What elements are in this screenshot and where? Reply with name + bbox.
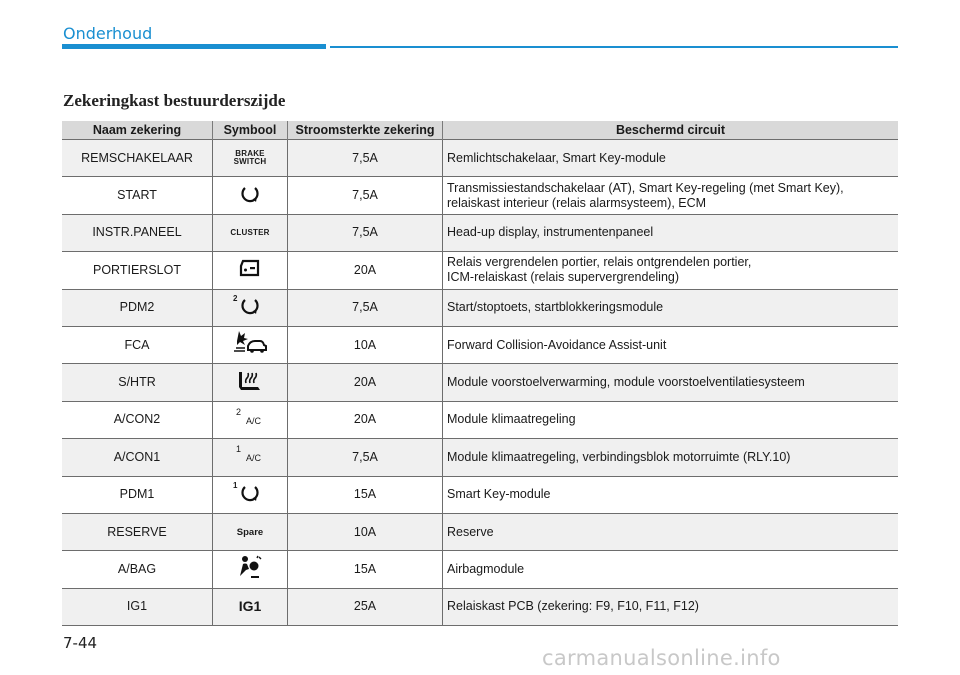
fuse-symbol [213,177,288,214]
circuit-line: Reserve [447,524,494,539]
fuse-name: S/HTR [62,364,213,401]
fuse-symbol [213,214,288,251]
fuse-amperage: 10A [288,326,443,363]
column-header-circuit: Beschermd circuit [443,121,899,140]
fuse-name: REMSCHAKELAAR [62,140,213,177]
fuse-circuit [443,140,899,177]
fuse-circuit [443,214,899,251]
fuse-name: PDM1 [62,476,213,513]
fuse-circuit [443,513,899,550]
fuse-circuit [443,401,899,438]
seat-heater-icon [237,369,263,397]
fuse-symbol [213,588,288,625]
fuse-amperage: 10A [288,513,443,550]
fuse-name: IG1 [62,588,213,625]
fuse-amperage: 7,5A [288,214,443,251]
header-bar-thick [62,44,326,49]
fuse-name: PDM2 [62,289,213,326]
symbol-index: 1 [236,444,242,455]
table-row [62,551,898,588]
fuse-name: START [62,177,213,214]
circuit-line: ICM-relaiskast (relais supervergrendeling) [447,270,680,285]
rotate-arrow-icon [239,183,261,209]
circuit-line: Relais vergrendelen portier, relais ontgrendelen portier, [447,255,752,270]
airbag-icon [237,555,263,583]
page-heading: Zekeringkast bestuurderszijde [63,91,286,110]
circuit-line: Start/stoptoets, startblokkeringsmodule [447,300,664,315]
circuit-line: relaiskast interieur (relais alarmsysteem), ECM [447,195,707,210]
fuse-name: FCA [62,326,213,363]
fuse-circuit [443,439,899,476]
fuse-circuit [443,177,899,214]
ac-symbol [232,445,268,465]
table-row [62,476,898,513]
fuse-symbol [213,476,288,513]
fuse-symbol [213,551,288,588]
table-row [62,588,898,625]
table-row [62,401,898,438]
table-row [62,177,898,214]
fuse-circuit [443,289,899,326]
fuse-name: A/CON2 [62,401,213,438]
circuit-line: Module klimaatregeling [447,412,576,427]
symbol-index: 1 [233,480,238,490]
circuit-line: Module klimaatregeling, verbindingsblok motorruimte (RLY.10) [447,449,791,464]
table-row [62,214,898,251]
fuse-circuit [443,252,899,289]
symbol-text: A/C [246,453,262,464]
table-row [62,364,898,401]
fuse-symbol [213,140,288,177]
symbol-line: BRAKE [235,149,265,159]
fuse-amperage: 7,5A [288,439,443,476]
fuse-symbol [213,252,288,289]
header-bar-thin [330,46,898,48]
circuit-line: Remlichtschakelaar, Smart Key-module [447,150,666,165]
table-row [62,289,898,326]
circuit-line: Forward Collision-Avoidance Assist-unit [447,337,667,352]
symbol-index: 2 [236,406,242,417]
rotate-arrow-icon [233,480,261,508]
fuse-circuit [443,551,899,588]
symbol-label [230,229,269,237]
fuse-table [62,121,898,626]
fuse-symbol [213,513,288,550]
symbol-label [239,599,262,614]
circuit-line: Module voorstoelverwarming, module voorstoelventilatiesysteem [447,375,805,390]
column-header-symbol: Symbool [213,121,288,140]
fuse-circuit [443,588,899,625]
fuse-amperage: 20A [288,252,443,289]
ac-symbol [232,408,268,428]
fuse-amperage: 7,5A [288,177,443,214]
fuse-amperage: 7,5A [288,140,443,177]
circuit-line: Relaiskast PCB (zekering: F9, F10, F11, F12) [447,599,699,614]
fuse-amperage: 20A [288,401,443,438]
fuse-name: A/BAG [62,551,213,588]
symbol-label [234,150,267,166]
symbol-label [237,525,263,540]
fuse-symbol [213,326,288,363]
fuse-name: PORTIERSLOT [62,252,213,289]
column-header-name: Naam zekering [62,121,213,140]
fuse-circuit [443,326,899,363]
symbol-line: IG1 [238,598,262,615]
fuse-name: A/CON1 [62,439,213,476]
column-header-amperage: Stroomsterkte zekering [288,121,443,140]
rotate-arrow-icon [233,293,261,321]
fuse-amperage: 25A [288,588,443,625]
fuse-circuit [443,476,899,513]
fuse-amperage: 15A [288,476,443,513]
fuse-circuit [443,364,899,401]
fuse-name: RESERVE [62,513,213,550]
page-number: 7-44 [63,634,98,652]
table-row [62,326,898,363]
fuse-symbol [213,401,288,438]
circuit-line: Airbagmodule [447,561,525,576]
fuse-symbol [213,364,288,401]
circuit-line: Transmissiestandschakelaar (AT), Smart Key-regeling (met Smart Key), [447,180,844,195]
door-lock-icon [239,258,261,282]
section-title: Onderhoud [63,24,153,43]
fuse-name: INSTR.PANEEL [62,214,213,251]
fuse-amperage: 7,5A [288,289,443,326]
fuse-amperage: 15A [288,551,443,588]
symbol-text: A/C [246,415,262,426]
fuse-amperage: 20A [288,364,443,401]
table-header-row [62,121,898,140]
symbol-line: CLUSTER [230,228,270,238]
fuse-symbol [213,289,288,326]
symbol-line: SWITCH [233,157,267,167]
table-row [62,439,898,476]
table-row [62,140,898,177]
symbol-line: Spare [236,526,264,538]
circuit-line: Smart Key-module [447,487,551,502]
collision-car-icon [233,330,267,360]
table-row [62,513,898,550]
fuse-symbol [213,439,288,476]
table-row [62,252,898,289]
watermark: carmanualsonline.info [542,646,781,670]
circuit-line: Head-up display, instrumentenpaneel [447,225,654,240]
symbol-index: 2 [233,293,238,303]
